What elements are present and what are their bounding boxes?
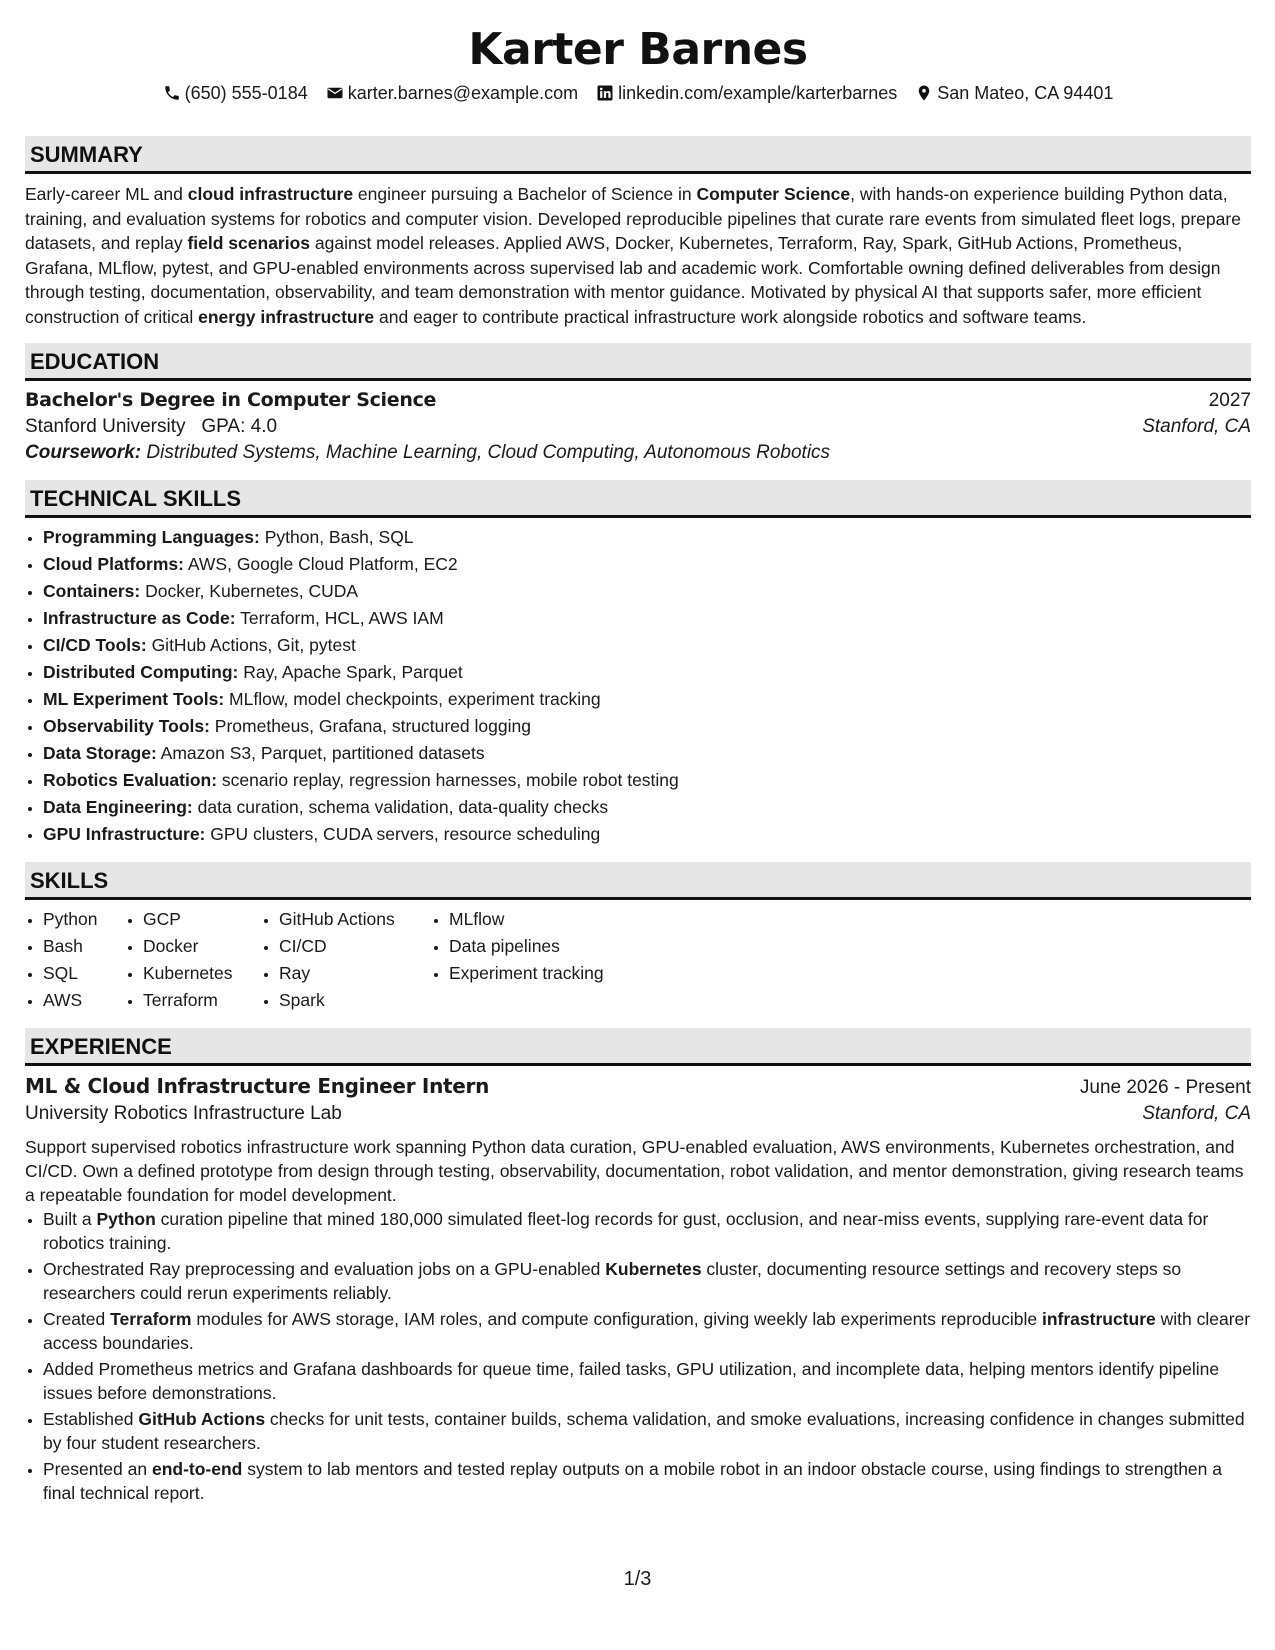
section-header-technical-skills: TECHNICAL SKILLS [25,480,1251,518]
section-header-summary: SUMMARY [25,136,1251,174]
list-item: • CI/CD [279,933,431,960]
map-pin-icon [915,84,933,102]
contact-email[interactable] [326,83,578,104]
list-item: • Docker [143,933,261,960]
list-item: • Terraform [143,987,261,1014]
contact-location [915,83,1113,104]
list-item: • Established GitHub Actions checks for unit tests, container builds, schema validation, and smoke evaluations, increasing confidence in changes submitted by four student researchers. [43,1407,1251,1455]
coursework-list: Distributed Systems, Machine Learning, Cloud Computing, Autonomous Robotics [141,442,831,463]
list-item: • Infrastructure as Code: Terraform, HCL, AWS IAM [43,605,1251,632]
job-title: ML & Cloud Infrastructure Engineer Intern [25,1074,490,1098]
skills-column [125,906,261,1014]
page-number: 1/3 [623,1568,652,1590]
list-item: • GCP [143,906,261,933]
gpa: GPA: 4.0 [201,416,278,437]
skills-column [25,906,125,1014]
list-item: • ML Experiment Tools: MLflow, model checkpoints, experiment tracking [43,686,1251,713]
linkedin-icon [596,84,614,102]
list-item: • Added Prometheus metrics and Grafana dashboards for queue time, failed tasks, GPU utilization, and incomplete data, helping mentors identify pipeline issues before demonstrations. [43,1357,1251,1405]
list-item: • Built a Python curation pipeline that mined 180,000 simulated fleet-log records for gust, occlusion, and near-miss events, supplying rare-event data for robotics training. [43,1207,1251,1255]
coursework-label: Coursework: [25,442,142,463]
resume-page [25,0,1251,1507]
job-location: Stanford, CA [1142,1103,1251,1124]
candidate-name: Karter Barnes [468,24,808,75]
list-item: • Kubernetes [143,960,261,987]
section-header-skills: SKILLS [25,862,1251,900]
job-header [25,1074,1251,1099]
list-item: • CI/CD Tools: GitHub Actions, Git, pytest [43,632,1251,659]
section-header-experience: EXPERIENCE [25,1028,1251,1066]
list-item: • Presented an end-to-end system to lab mentors and tested replay outputs on a mobile robot in an indoor obstacle course, using findings to strengthen a final technical report. [43,1457,1251,1505]
list-item: • Distributed Computing: Ray, Apache Spark, Parquet [43,659,1251,686]
section-header-education: EDUCATION [25,343,1251,381]
list-item: • Created Terraform modules for AWS storage, IAM roles, and compute configuration, giving weekly lab experiments reproducible infrastructure with clearer access boundaries. [43,1307,1251,1355]
email-text: karter.barnes@example.com [347,82,579,103]
contact-linkedin[interactable] [596,83,897,104]
list-item: • GitHub Actions [279,906,431,933]
list-item: • GPU Infrastructure: GPU clusters, CUDA servers, resource scheduling [43,821,1251,848]
coursework [25,442,1251,464]
job-organization: University Robotics Infrastructure Lab [25,1103,342,1124]
phone-icon [163,84,181,102]
list-item: • SQL [43,960,125,987]
list-item: • Robotics Evaluation: scenario replay, regression harnesses, mobile robot testing [43,767,1251,794]
list-item: • Ray [279,960,431,987]
list-item: • Containers: Docker, Kubernetes, CUDA [43,578,1251,605]
location-text: San Mateo, CA 94401 [937,82,1114,103]
skills-column [431,906,651,1014]
technical-skills-list [25,524,1251,848]
contact-phone[interactable] [163,83,308,104]
list-item: • MLflow [449,906,651,933]
list-item: • Data pipelines [449,933,651,960]
skills-grid [25,906,1251,1014]
school-line [25,416,277,438]
skills-column [261,906,431,1014]
summary-paragraph: Early-career ML and cloud infrastructure engineer pursuing a Bachelor of Science in Computer Science, with hands-on experience building Python data, training, and evaluation systems for robotics and computer vision. Developed reproducible pipelines that curate rare events from simulated fleet logs, prepare datasets, and replay field scenarios against model releases. Applied AWS, Docker, Kubernetes, Terraform, Ray, Spark, GitHub Actions, Prometheus, Grafana, MLflow, pytest, and GPU-enabled environments across supervised lab and academic work. Comfortable owning defined deliverables from design through testing, documentation, observability, and team demonstration with mentor guidance. Motivated by physical AI that supports safer, more efficient construction of critical energy infrastructure and eager to contribute practical infrastructure work alongside robotics and software teams. [25,184,1241,327]
list-item: • Orchestrated Ray preprocessing and evaluation jobs on a GPU-enabled Kubernetes cluster, documenting resource settings and recovery steps so researchers could rerun experiments reliably. [43,1257,1251,1305]
list-item: • Observability Tools: Prometheus, Grafana, structured logging [43,713,1251,740]
linkedin-text: linkedin.com/example/karterbarnes [618,82,898,103]
list-item: • Bash [43,933,125,960]
list-item: • Spark [279,987,431,1014]
list-item: • Data Engineering: data curation, schema validation, data-quality checks [43,794,1251,821]
list-item: • Data Storage: Amazon S3, Parquet, partitioned datasets [43,740,1251,767]
list-item: • Python [43,906,125,933]
job-description: Support supervised robotics infrastructure work spanning Python data curation, GPU-enabled evaluation, AWS environments, Kubernetes orchestration, and CI/CD. Own a defined prototype from design through testing, observability, documentation, robot validation, and mentor demonstration, giving research teams a repeatable foundation for model development. [25,1137,1244,1205]
job-dates: June 2026 - Present [1079,1077,1251,1098]
list-item: • Programming Languages: Python, Bash, SQL [43,524,1251,551]
education-entry [25,389,1251,412]
job-org-row [25,1103,1251,1125]
graduation-year: 2027 [1208,390,1251,411]
phone-text: (650) 555-0184 [184,82,308,103]
experience-bullets [25,1207,1251,1505]
school-location: Stanford, CA [1142,416,1251,437]
envelope-icon [326,84,344,102]
degree-title: Bachelor's Degree in Computer Science [25,389,437,411]
education-school-row [25,416,1251,438]
list-item: • Cloud Platforms: AWS, Google Cloud Platform, EC2 [43,551,1251,578]
list-item: • AWS [43,987,125,1014]
list-item: • Experiment tracking [449,960,651,987]
school-name: Stanford University [25,416,186,437]
contact-bar [25,80,1251,106]
